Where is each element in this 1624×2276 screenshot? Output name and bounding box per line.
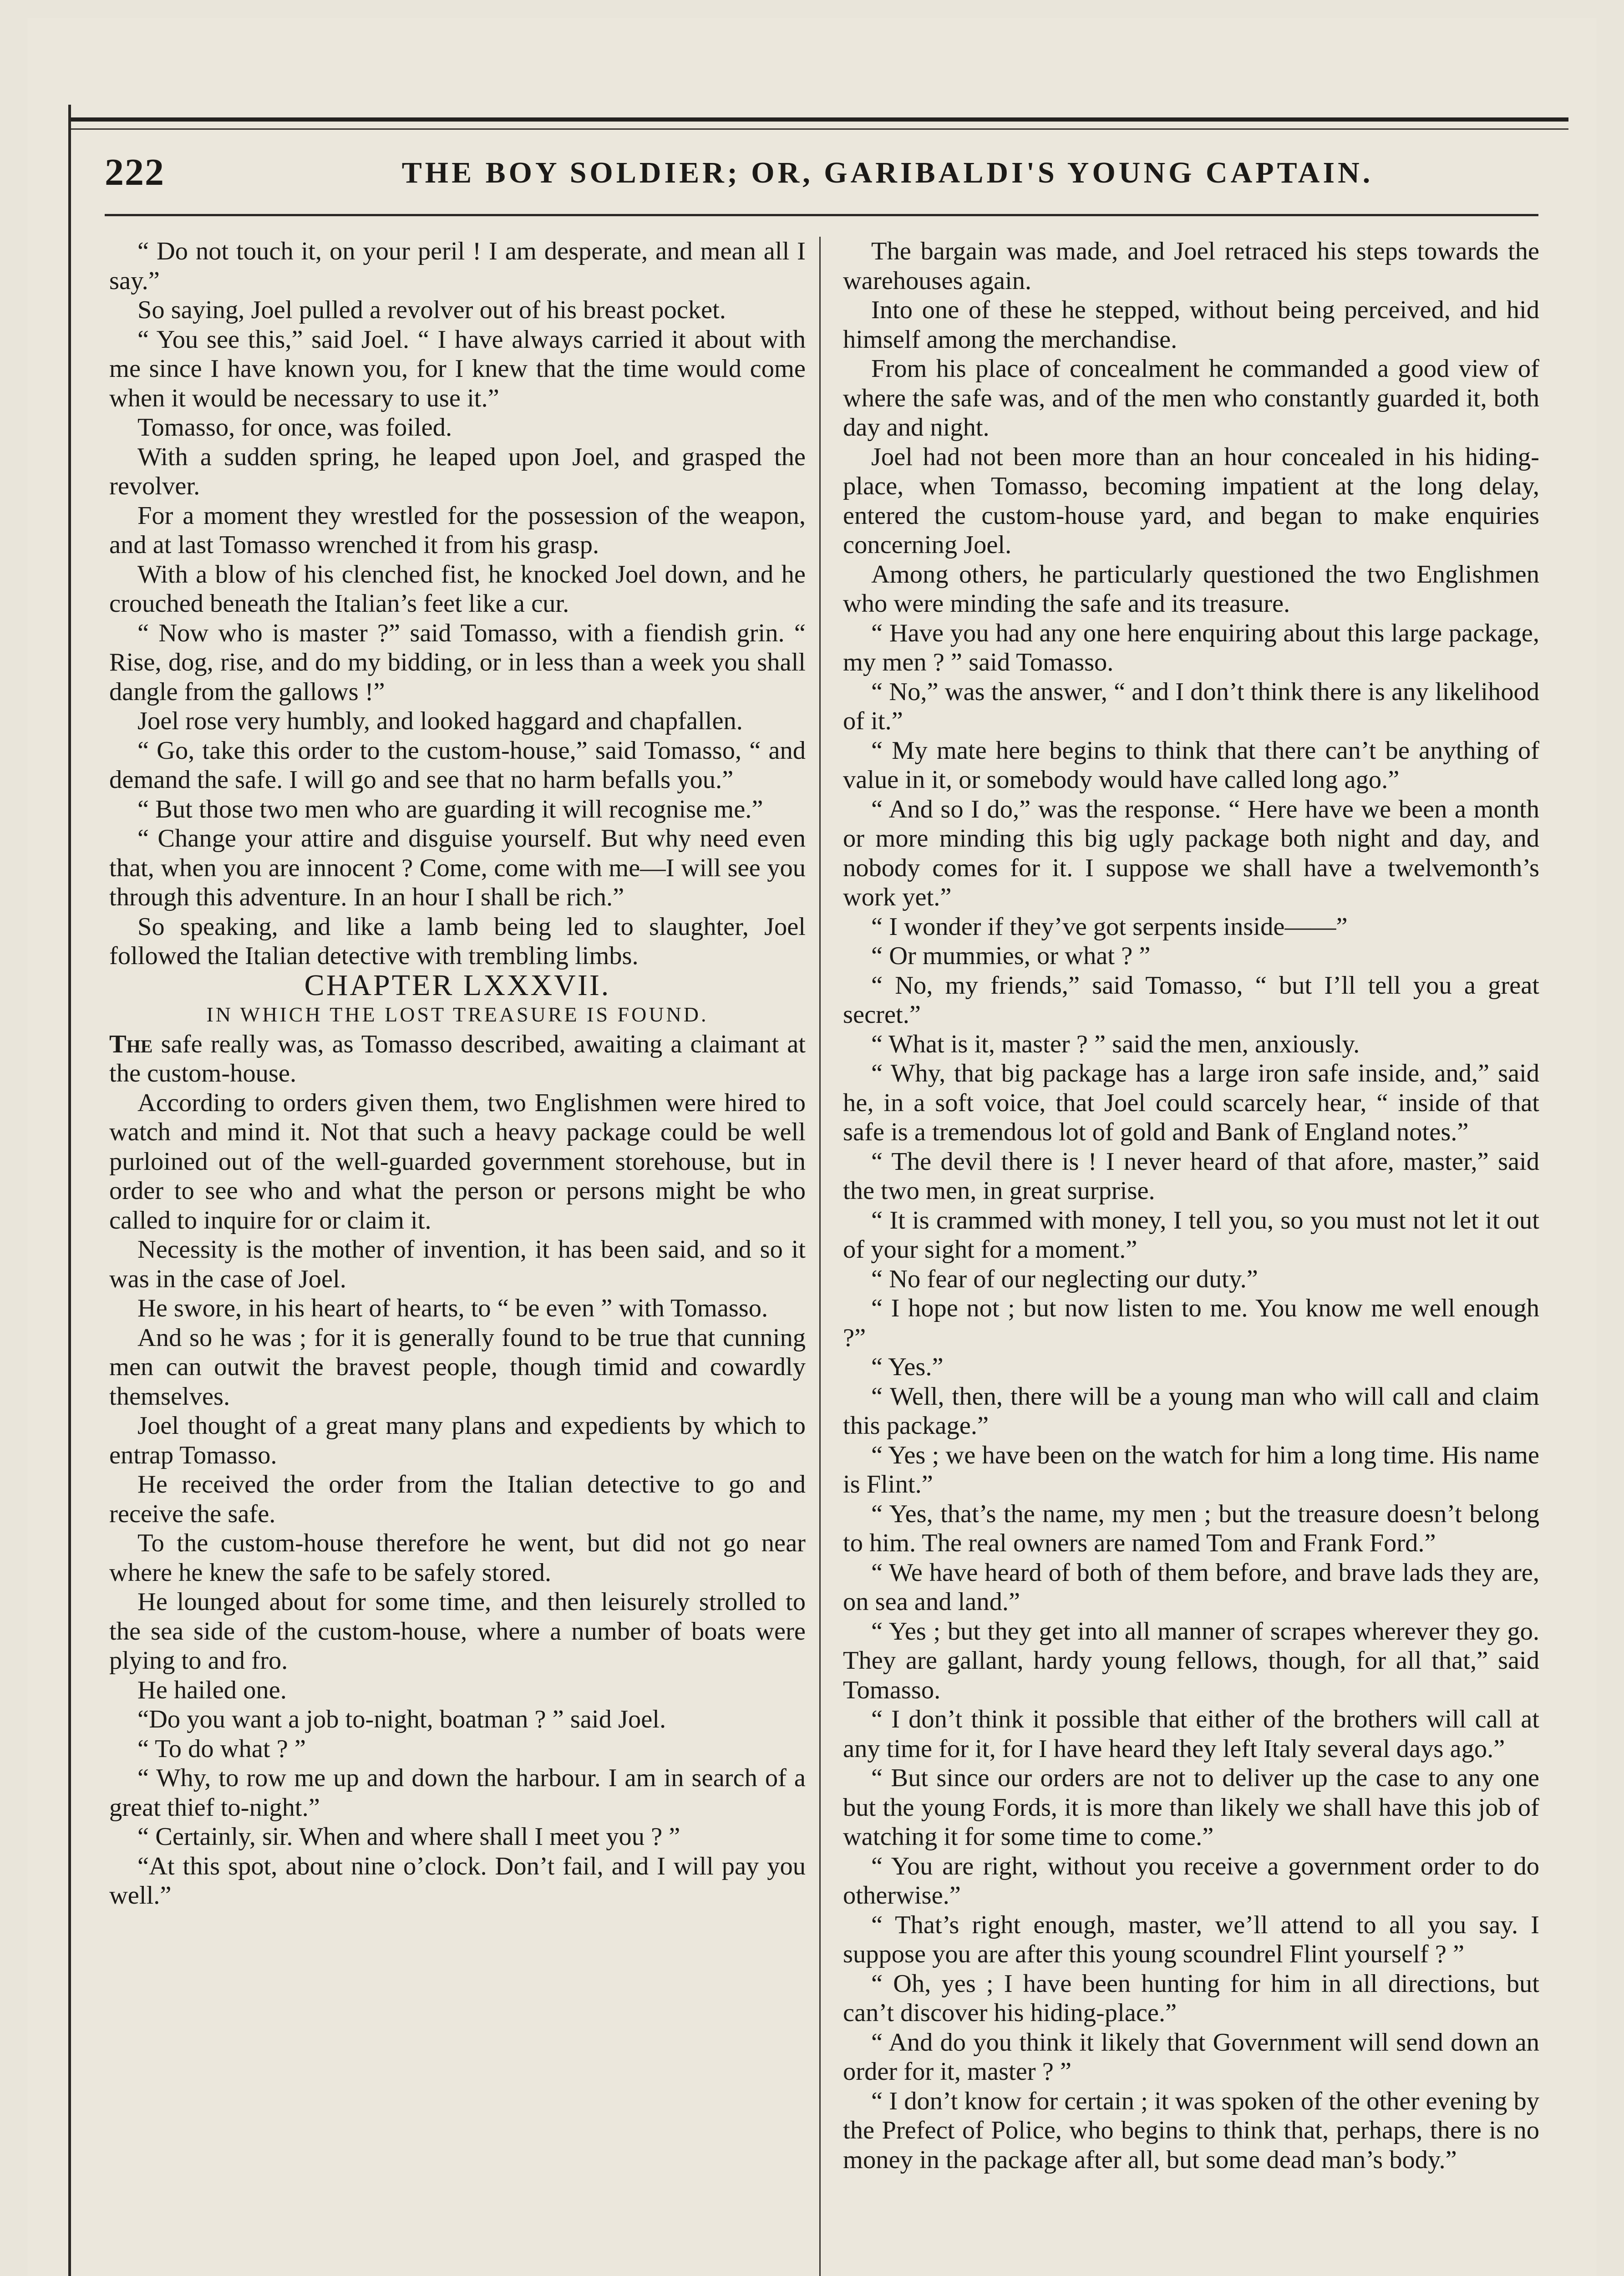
paragraph: From his place of concealment he commanded a good view of where the safe was, and of the men who constantly guarded it, both day and night.	[843, 355, 1539, 442]
paragraph: “ Why, that big package has a large iron safe inside, and,” said he, in a soft voice, that Joel could scarcely hear, “ inside of that safe is a tremendous lot of gold and Bank of England notes.”	[843, 1059, 1539, 1146]
paragraph: “ But those two men who are guarding it will recognise me.”	[137, 795, 763, 823]
paragraph: “ What is it, master ? ” said the men, anxiously.	[871, 1030, 1360, 1058]
paragraph: “ Oh, yes ; I have been hunting for him in all directions, but can’t discover his hiding-place.”	[843, 1969, 1539, 2027]
paragraph: He hailed one.	[137, 1676, 287, 1704]
paragraph: “ No, my friends,” said Tomasso, “ but I’ll tell you a great secret.”	[843, 971, 1539, 1029]
paragraph: Tomasso, for once, was foiled.	[137, 413, 452, 442]
paragraph: “ I hope not ; but now listen to me. You know me well enough ?”	[843, 1294, 1539, 1352]
paragraph: With a sudden spring, he leaped upon Joel, and grasped the revolver.	[109, 442, 806, 500]
page-header	[105, 150, 1538, 200]
chapter-first-rest: safe really was, as Tomasso described, awaiting a claimant at the custom-house.	[109, 1030, 806, 1087]
paragraph: “ No,” was the answer, “ and I don’t think there is any likelihood of it.”	[843, 677, 1539, 735]
paragraph: “ I wonder if they’ve got serpents inside——”	[871, 912, 1348, 941]
paragraph: Joel had not been more than an hour concealed in his hiding-place, when Tomasso, becoming impatient at the long delay, entered the custom-house yard, and began to make enquiries concerning Joel.	[843, 442, 1539, 559]
paragraph: “ Certainly, sir. When and where shall I meet you ? ”	[137, 1823, 680, 1851]
chapter-title: CHAPTER LXXXVII.	[304, 968, 611, 1002]
paragraph: To the custom-house therefore he went, but did not go near where he knew the safe to be safely stored.	[109, 1529, 806, 1587]
paragraph: “Do you want a job to-night, boatman ? ” said Joel.	[137, 1705, 666, 1733]
chapter-opening-paragraph	[109, 1030, 806, 1088]
paragraph: “ Yes ; but they get into all manner of scrapes wherever they go. They are gallant, hardy young fellows, though, for all that,” said Tomasso.	[843, 1617, 1539, 1704]
paragraph: So speaking, and like a lamb being led to slaughter, Joel followed the Italian detective with trembling limbs.	[109, 912, 806, 970]
paragraph: “ Well, then, there will be a young man who will call and claim this package.”	[843, 1382, 1539, 1440]
paragraph: “ Yes, that’s the name, my men ; but the treasure doesn’t belong to him. The real owners are named Tom and Frank Ford.”	[843, 1499, 1539, 1557]
paragraph: “ And so I do,” was the response. “ Here have we been a month or more minding this big ugly package both night and day, and nobody comes for it. I suppose we shall have a twelvemonth’s work yet.”	[843, 795, 1539, 911]
paragraph: He swore, in his heart of hearts, to “ be even ” with Tomasso.	[137, 1294, 768, 1322]
paragraph: The bargain was made, and Joel retraced his steps towards the warehouses again.	[843, 237, 1539, 295]
paragraph: “ Now who is master ?” said Tomasso, with a fiendish grin. “ Rise, dog, rise, and do my bidding, or in less than a week you shall dangle from the gallows !”	[109, 619, 806, 706]
running-title: THE BOY SOLDIER; OR, GARIBALDI'S YOUNG CAPTAIN.	[401, 156, 1374, 189]
left-paragraphs-after	[109, 1088, 806, 1910]
paragraph: And so he was ; for it is generally found to be true that cunning men can outwit the bravest people, though timid and cowardly themselves.	[109, 1323, 806, 1411]
paragraph: “ It is crammed with money, I tell you, so you must not let it out of your sight for a moment.”	[843, 1206, 1539, 1264]
chapter-subtitle: IN WHICH THE LOST TREASURE IS FOUND.	[206, 1003, 709, 1026]
paragraph: “ Or mummies, or what ? ”	[871, 942, 1151, 970]
paragraph: He lounged about for some time, and then leisurely strolled to the sea side of the custom-house, where a number of boats were plying to and fro.	[109, 1588, 806, 1675]
paragraph: “ Have you had any one here enquiring about this large package, my men ? ” said Tomasso.	[843, 619, 1539, 676]
paragraph: “ Yes ; we have been on the watch for him a long time. His name is Flint.”	[843, 1441, 1539, 1499]
paragraph: So saying, Joel pulled a revolver out of his breast pocket.	[137, 296, 726, 324]
paragraph: “ To do what ? ”	[137, 1734, 306, 1763]
paragraph: “At this spot, about nine o’clock. Don’t fail, and I will pay you well.”	[109, 1852, 806, 1910]
left-paragraphs-before	[109, 237, 806, 971]
paragraph: “ Yes.”	[871, 1353, 944, 1381]
column-divider	[819, 237, 821, 2276]
paragraph: “ I don’t think it possible that either of the brothers will call at any time for it, for I have heard they left Italy several days ago.”	[843, 1705, 1539, 1763]
paragraph: “ Change your attire and disguise yourself. But why need even that, when you are innocent ? Come, come with me—I will see you through this adventure. In an hour I shall be rich.”	[109, 824, 806, 911]
paragraph: “ You see this,” said Joel. “ I have always carried it about with me since I have known you, for I knew that the time would come when it would be necessary to use it.”	[109, 325, 806, 412]
page-number: 222	[105, 151, 165, 193]
chapter-first-words: The	[109, 1030, 153, 1058]
paragraph: Among others, he particularly questioned the two Englishmen who were minding the safe and its treasure.	[843, 560, 1539, 618]
left-column	[109, 237, 806, 2276]
paragraph: “ The devil there is ! I never heard of that afore, master,” said the two men, in great surprise.	[843, 1147, 1539, 1205]
paragraph: Necessity is the mother of invention, it has been said, and so it was in the case of Joel.	[109, 1235, 806, 1293]
paragraph: “ Go, take this order to the custom-house,” said Tomasso, “ and demand the safe. I will go and see that no harm befalls you.”	[109, 736, 806, 794]
header-rule	[105, 214, 1538, 216]
paragraph: “ That’s right enough, master, we’ll attend to all you say. I suppose you are after this young scoundrel Flint yourself ? ”	[843, 1910, 1539, 1968]
paragraph: Joel rose very humbly, and looked haggard and chapfallen.	[137, 707, 743, 735]
paragraph: According to orders given them, two Englishmen were hired to watch and mind it. Not that such a heavy package could be well purloined out of the well-guarded government storehouse, but in order to see who and what the person or persons might be who called to inquire for or claim it.	[109, 1088, 806, 1235]
paragraph: “ You are right, without you receive a government order to do otherwise.”	[843, 1852, 1539, 1910]
paragraph: With a blow of his clenched fist, he knocked Joel down, and he crouched beneath the Italian’s feet like a cur.	[109, 560, 806, 618]
paragraph: “ And do you think it likely that Government will send down an order for it, master ? ”	[843, 2028, 1539, 2086]
paragraph: “ But since our orders are not to deliver up the case to any one but the young Fords, it is more than likely we shall have this job of watching it for some time to come.”	[843, 1764, 1539, 1851]
paragraph: “ Why, to row me up and down the harbour. I am in search of a great thief to-night.”	[109, 1764, 806, 1822]
paragraph: “ We have heard of both of them before, and brave lads they are, on sea and land.”	[843, 1558, 1539, 1616]
right-column	[843, 237, 1539, 2276]
paragraph: Joel thought of a great many plans and expedients by which to entrap Tomasso.	[109, 1412, 806, 1469]
paragraph: “ I don’t know for certain ; it was spoken of the other evening by the Prefect of Police, who begins to think that, perhaps, there is no money in the package after all, but some dead man’s body.”	[843, 2087, 1539, 2174]
paragraph: For a moment they wrestled for the possession of the weapon, and at last Tomasso wrenched it from his grasp.	[109, 501, 806, 559]
paragraph: Into one of these he stepped, without being perceived, and hid himself among the merchandise.	[843, 296, 1539, 354]
paragraph: “ My mate here begins to think that there can’t be anything of value in it, or somebody would have called long ago.”	[843, 736, 1539, 794]
paragraph: He received the order from the Italian detective to go and receive the safe.	[109, 1470, 806, 1528]
paragraph: “ No fear of our neglecting our duty.”	[871, 1265, 1258, 1293]
paragraph: “ Do not touch it, on your peril ! I am desperate, and mean all I say.”	[109, 237, 806, 295]
